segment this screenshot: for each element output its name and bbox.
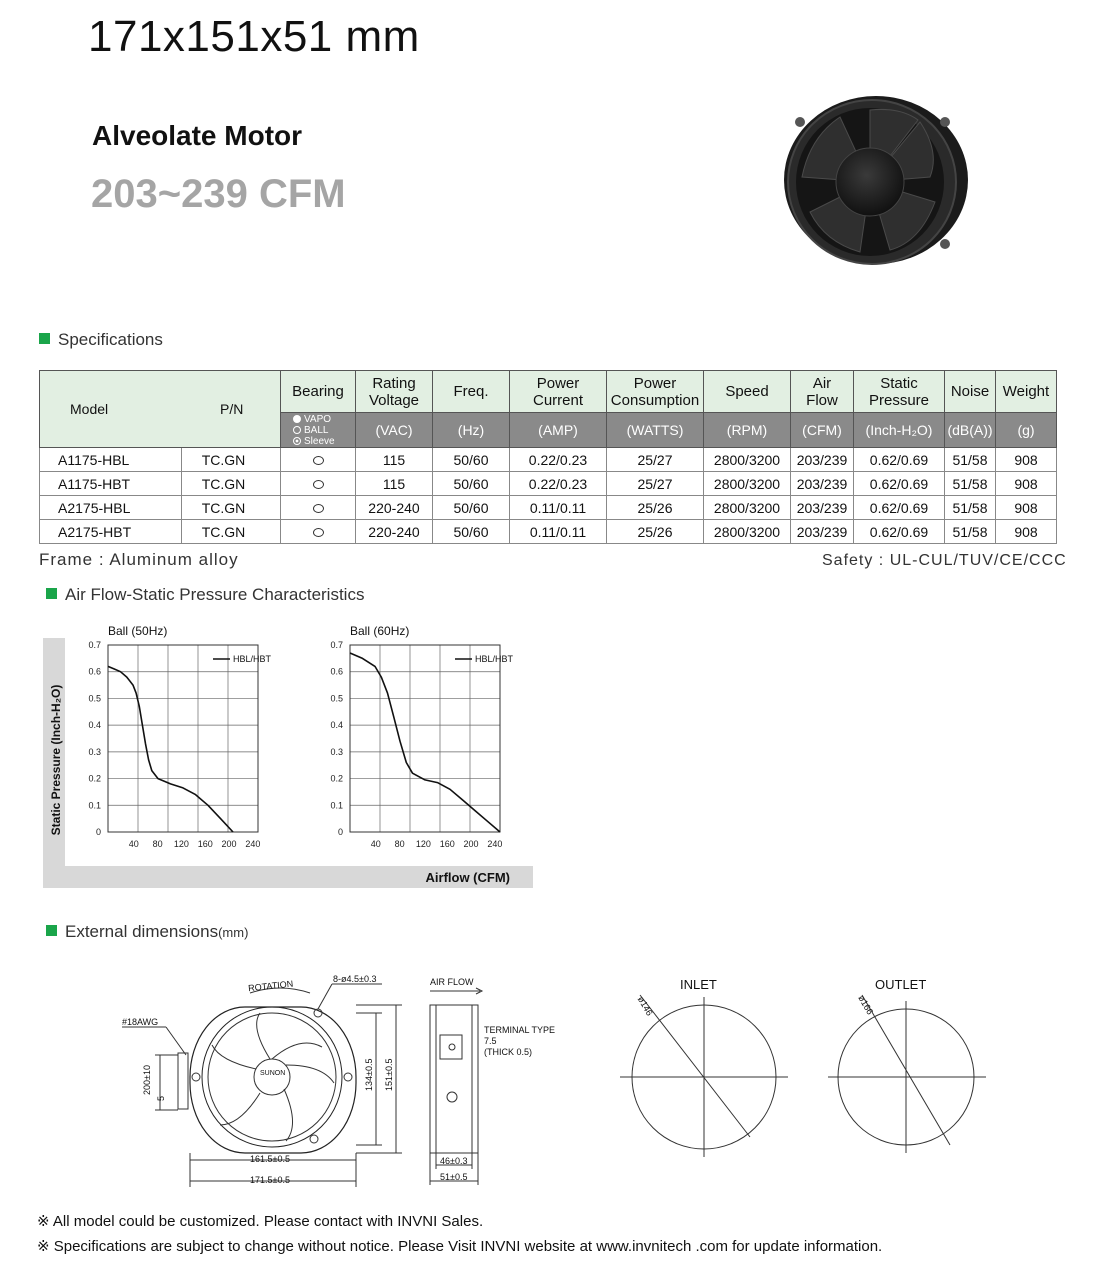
y-tick-label: 0.1 <box>88 800 101 811</box>
wire-length-label: 200±10 <box>142 1065 152 1095</box>
dimensions-heading: External dimensions(mm) <box>46 922 248 942</box>
speed-cell: 2800/3200 <box>704 496 791 520</box>
outer-depth-label: 51±0.5 <box>440 1172 468 1182</box>
weight-unit: (g) <box>996 413 1057 448</box>
x-tick-label: 120 <box>173 839 189 849</box>
weight-cell: 908 <box>996 448 1057 472</box>
open-circle-icon <box>313 480 324 489</box>
outer-height-label: 151±0.5 <box>384 1058 394 1091</box>
x-tick-label: 40 <box>128 839 139 849</box>
weight-header: Weight <box>996 371 1057 413</box>
static-cell: 0.62/0.69 <box>854 448 945 472</box>
y-tick-label: 0.6 <box>330 666 343 677</box>
freq-cell: 50/60 <box>433 520 510 544</box>
noise-cell: 51/58 <box>945 472 996 496</box>
airflow-label: AIR FLOW <box>430 977 474 987</box>
noise-cell: 51/58 <box>945 520 996 544</box>
speed-cell: 2800/3200 <box>704 520 791 544</box>
speed-unit: (RPM) <box>704 413 791 448</box>
inlet-diameter-label: ø146 <box>635 994 655 1018</box>
x-tick-label: 200 <box>221 839 237 849</box>
y-tick-label: 0 <box>337 827 343 837</box>
open-circle-icon <box>313 504 324 513</box>
section-bullet-icon <box>46 925 57 936</box>
frame-material: Frame : Aluminum alloy <box>39 550 239 569</box>
y-tick-label: 0.5 <box>88 693 101 704</box>
power-cell: 25/27 <box>607 448 704 472</box>
rating-cell: 115 <box>356 472 433 496</box>
static-cell: 0.62/0.69 <box>854 472 945 496</box>
dot-circle-icon <box>293 437 301 445</box>
noise-unit: (dB(A)) <box>945 413 996 448</box>
side-view-drawing <box>430 977 555 1185</box>
open-circle-icon <box>313 528 324 537</box>
table-row <box>40 520 1057 544</box>
pn-cell: TC.GN <box>181 448 280 472</box>
airflow-unit: (CFM) <box>791 413 854 448</box>
specifications-table <box>39 370 1057 544</box>
y-tick-label: 0.1 <box>330 800 343 811</box>
noise-header: Noise <box>945 371 996 413</box>
freq-cell: 50/60 <box>433 448 510 472</box>
model-cell: A2175-HBL <box>40 496 182 520</box>
current-cell: 0.11/0.11 <box>510 496 607 520</box>
freq-header: Freq. <box>433 371 510 413</box>
power-cell: 25/27 <box>607 472 704 496</box>
y-tick-label: 0.3 <box>330 746 343 757</box>
air-flow-header: Air Flow <box>791 371 854 413</box>
static-cell: 0.62/0.69 <box>854 496 945 520</box>
power-consumption-header: Power Consumption <box>607 371 704 413</box>
outlet-label: OUTLET <box>875 977 927 992</box>
inlet-label: INLET <box>680 977 717 992</box>
model-header: Model <box>70 401 109 417</box>
airflow-cell: 203/239 <box>791 448 854 472</box>
freq-unit: (Hz) <box>433 413 510 448</box>
airflow-pressure-charts <box>0 610 560 900</box>
pn-cell: TC.GN <box>181 472 280 496</box>
speed-header: Speed <box>704 371 791 413</box>
x-tick-label: 80 <box>394 839 405 849</box>
x-tick-label: 80 <box>152 839 163 849</box>
y-tick-label: 0.5 <box>330 693 343 704</box>
current-cell: 0.22/0.23 <box>510 448 607 472</box>
table-row <box>40 448 1057 472</box>
bearing-cell <box>281 448 356 472</box>
noise-cell: 51/58 <box>945 448 996 472</box>
y-tick-label: 0.2 <box>88 773 101 784</box>
plot-frame <box>108 645 258 832</box>
rating-cell: 115 <box>356 448 433 472</box>
model-pn-header <box>40 371 281 448</box>
table-row <box>40 496 1057 520</box>
y-tick-label: 0.6 <box>88 666 101 677</box>
specifications-heading: Specifications <box>39 330 163 350</box>
rating-cell: 220-240 <box>356 496 433 520</box>
x-tick-label: 160 <box>439 839 455 849</box>
model-cell: A2175-HBT <box>40 520 182 544</box>
rotation-label: ROTATION <box>247 978 294 994</box>
inner-width-label: 161.5±0.5 <box>250 1154 290 1164</box>
power-cell: 25/26 <box>607 496 704 520</box>
bearing-type-legend: VAPO BALL Sleeve <box>281 413 356 448</box>
rating-voltage-header: Rating Voltage <box>356 371 433 413</box>
inlet-drawing <box>620 977 788 1157</box>
cfm-range-heading: 203~239 CFM <box>91 172 346 216</box>
bearing-cell <box>281 496 356 520</box>
safety-certifications: Safety : UL-CUL/TUV/CE/CCC <box>822 552 1067 569</box>
airflow-cell: 203/239 <box>791 472 854 496</box>
power-current-header: Power Current <box>510 371 607 413</box>
section-bullet-icon <box>39 333 50 344</box>
brand-label: SUNON <box>260 1070 286 1077</box>
speed-cell: 2800/3200 <box>704 448 791 472</box>
x-tick-label: 200 <box>463 839 479 849</box>
filled-circle-icon <box>293 415 301 423</box>
terminal-type-label: TERMINAL TYPE <box>484 1025 556 1035</box>
freq-cell: 50/60 <box>433 496 510 520</box>
rating-cell: 220-240 <box>356 520 433 544</box>
weight-cell: 908 <box>996 472 1057 496</box>
plot-frame <box>350 645 500 832</box>
product-dimensions-title: 171x151x51 mm <box>88 12 420 61</box>
x-tick-label: 40 <box>370 839 381 849</box>
y-tick-label: 0.7 <box>88 640 101 650</box>
holes-label: 8-ø4.5±0.3 <box>333 974 377 984</box>
weight-cell: 908 <box>996 520 1057 544</box>
y-tick-label: 0 <box>95 827 101 837</box>
wire-short-label: 5 <box>156 1095 166 1101</box>
static-pressure-header: Static Pressure <box>854 371 945 413</box>
y-tick-label: 0.4 <box>88 720 101 731</box>
x-tick-label: 240 <box>245 839 261 849</box>
y-tick-label: 0.2 <box>330 773 343 784</box>
open-circle-icon <box>313 456 324 465</box>
motor-type-heading: Alveolate Motor <box>92 120 303 151</box>
front-view-drawing <box>122 974 402 1187</box>
pn-cell: TC.GN <box>181 496 280 520</box>
axial-fan-icon <box>770 82 970 282</box>
y-tick-label: 0.3 <box>88 746 101 757</box>
chart-0 <box>88 624 271 849</box>
specification-change-note: ※ Specifications are subject to change without notice. Please Visit INVNI website at www.invnitech .com for update information. <box>37 1238 883 1255</box>
static-cell: 0.62/0.69 <box>854 520 945 544</box>
inner-depth-label: 46±0.3 <box>440 1156 468 1166</box>
current-cell: 0.11/0.11 <box>510 520 607 544</box>
legend-label: HBL/HBT <box>475 654 514 664</box>
power-cell: 25/26 <box>607 520 704 544</box>
chart-1 <box>330 624 513 849</box>
legend-label: HBL/HBT <box>233 654 272 664</box>
freq-cell: 50/60 <box>433 472 510 496</box>
bearing-cell <box>281 472 356 496</box>
airflow-cell: 203/239 <box>791 496 854 520</box>
airflow-cell: 203/239 <box>791 520 854 544</box>
outlet-diameter-label: ø166 <box>856 993 876 1017</box>
x-tick-label: 160 <box>197 839 213 849</box>
inner-height-label: 134±0.5 <box>364 1058 374 1091</box>
outer-width-label: 171.5±0.5 <box>250 1175 290 1185</box>
y-tick-label: 0.7 <box>330 640 343 650</box>
y-tick-label: 0.4 <box>330 720 343 731</box>
pn-header: P/N <box>220 401 244 417</box>
terminal-size-label: 7.5 <box>484 1036 497 1046</box>
section-bullet-icon <box>46 588 57 599</box>
bearing-cell <box>281 520 356 544</box>
y-axis-label: Static Pressure (Inch-H₂O) <box>49 684 63 836</box>
chart-title: Ball (60Hz) <box>350 624 410 638</box>
table-row <box>40 472 1057 496</box>
current-cell: 0.22/0.23 <box>510 472 607 496</box>
curves-heading: Air Flow-Static Pressure Characteristics <box>46 585 364 605</box>
x-tick-label: 240 <box>487 839 503 849</box>
terminal-thickness-label: (THICK 0.5) <box>484 1047 533 1057</box>
pn-cell: TC.GN <box>181 520 280 544</box>
speed-cell: 2800/3200 <box>704 472 791 496</box>
x-tick-label: 120 <box>415 839 431 849</box>
model-cell: A1175-HBL <box>40 448 182 472</box>
outlet-drawing <box>828 977 986 1153</box>
static-unit: (Inch-H₂O) <box>854 413 945 448</box>
series-line <box>108 666 233 832</box>
bearing-header: Bearing <box>281 371 356 413</box>
power-unit: (WATTS) <box>607 413 704 448</box>
model-cell: A1175-HBT <box>40 472 182 496</box>
open-circle-icon <box>293 426 301 434</box>
current-unit: (AMP) <box>510 413 607 448</box>
noise-cell: 51/58 <box>945 496 996 520</box>
weight-cell: 908 <box>996 496 1057 520</box>
wire-gauge-label: #18AWG <box>122 1017 159 1027</box>
customization-note: ※ All model could be customized. Please contact with INVNI Sales. <box>37 1213 484 1230</box>
rating-unit: (VAC) <box>356 413 433 448</box>
chart-title: Ball (50Hz) <box>108 624 168 638</box>
external-dimensions-drawing <box>100 965 1000 1195</box>
x-axis-label: Airflow (CFM) <box>425 870 510 885</box>
